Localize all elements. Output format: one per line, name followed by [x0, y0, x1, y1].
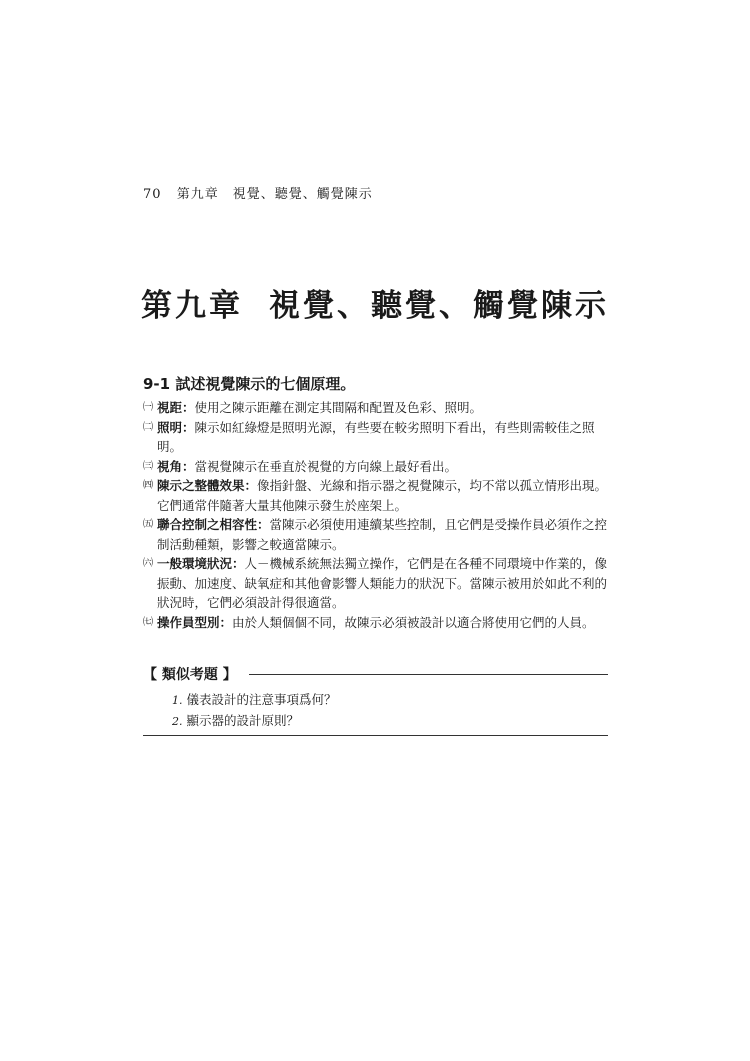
similar-questions-header	[143, 664, 608, 684]
answer-text: 當視覺陳示在垂直於視覺的方向線上最好看出。	[194, 458, 458, 474]
similar-question-number: 2.	[172, 715, 183, 728]
answer-number: ㈥	[143, 558, 153, 569]
page-number: 70	[143, 187, 162, 202]
answer-heading: 操作員型別：	[157, 614, 233, 630]
answer-number: ㈦	[143, 616, 153, 628]
answer-item	[143, 398, 613, 418]
answer-item	[143, 613, 613, 633]
answer-item	[143, 418, 613, 457]
answer-item	[143, 457, 613, 477]
answer-number: ㈡	[143, 421, 153, 433]
answer-heading: 聯合控制之相容性：	[157, 517, 270, 532]
answer-list	[143, 398, 613, 632]
chapter-label: 第九章	[141, 288, 243, 324]
answer-heading: 一般環境狀況：	[157, 556, 245, 571]
answer-text: 由於人類個個不同，故陳示必須被設計以適合將使用它們的人員。	[232, 614, 595, 630]
similar-questions-list	[172, 690, 337, 732]
answer-heading: 視角：	[157, 458, 195, 474]
answer-item	[143, 476, 613, 515]
running-header	[143, 183, 373, 202]
answer-number: ㈤	[143, 519, 153, 530]
bottom-rule	[143, 735, 608, 736]
similar-question-number: 1.	[172, 694, 183, 707]
answer-text: 像指針盤、光線和指示器之視覺陳示，均不常以孤立情形出現。它們通常伴隨著大量其他陳示發生於座架上。	[157, 478, 608, 513]
answer-text: 使用之陳示距離在測定其間隔和配置及色彩、照明。	[194, 400, 483, 415]
answer-text: 人－機械系統無法獨立操作，它們是在各種不同環境中作業的，像振動、加速度、缺氧症和其他會影響人類能力的狀況下。當陳示被用於如此不利的狀況時，它們必須設計得很適當。	[157, 556, 608, 610]
answer-heading: 陳示之整體效果：	[157, 478, 258, 493]
similar-question-text: 顯示器的設計原則？	[186, 713, 300, 728]
answer-text: 當陳示必須使用連續某些控制，且它們是受操作員必須作之控制活動種類，影響之較適當陳示。	[157, 517, 608, 552]
chapter-title	[0, 280, 750, 325]
similar-question-text: 儀表設計的注意事項爲何？	[186, 692, 337, 707]
answer-number: ㈢	[143, 460, 153, 472]
running-title: 第九章 視覺、聽覺、觸覺陳示	[176, 187, 373, 202]
answer-heading: 照明：	[157, 419, 195, 435]
answer-text: 陳示如紅綠燈是照明光源，有些要在較劣照明下看出，有些則需較佳之照明。	[157, 419, 595, 454]
header-rule	[249, 674, 608, 675]
chapter-name: 視覺、聽覺、觸覺陳示	[269, 288, 609, 324]
answer-number: ㈠	[143, 402, 153, 413]
answer-item	[143, 554, 613, 613]
similar-question-item	[172, 711, 337, 732]
answer-heading: 視距：	[157, 400, 195, 415]
similar-question-item	[172, 690, 337, 711]
answer-number: ㈣	[143, 480, 153, 491]
similar-questions-heading: 【 類似考題 】	[143, 667, 237, 683]
answer-item	[143, 515, 613, 554]
question-heading: 9-1 試述視覺陳示的七個原理。	[143, 375, 356, 393]
